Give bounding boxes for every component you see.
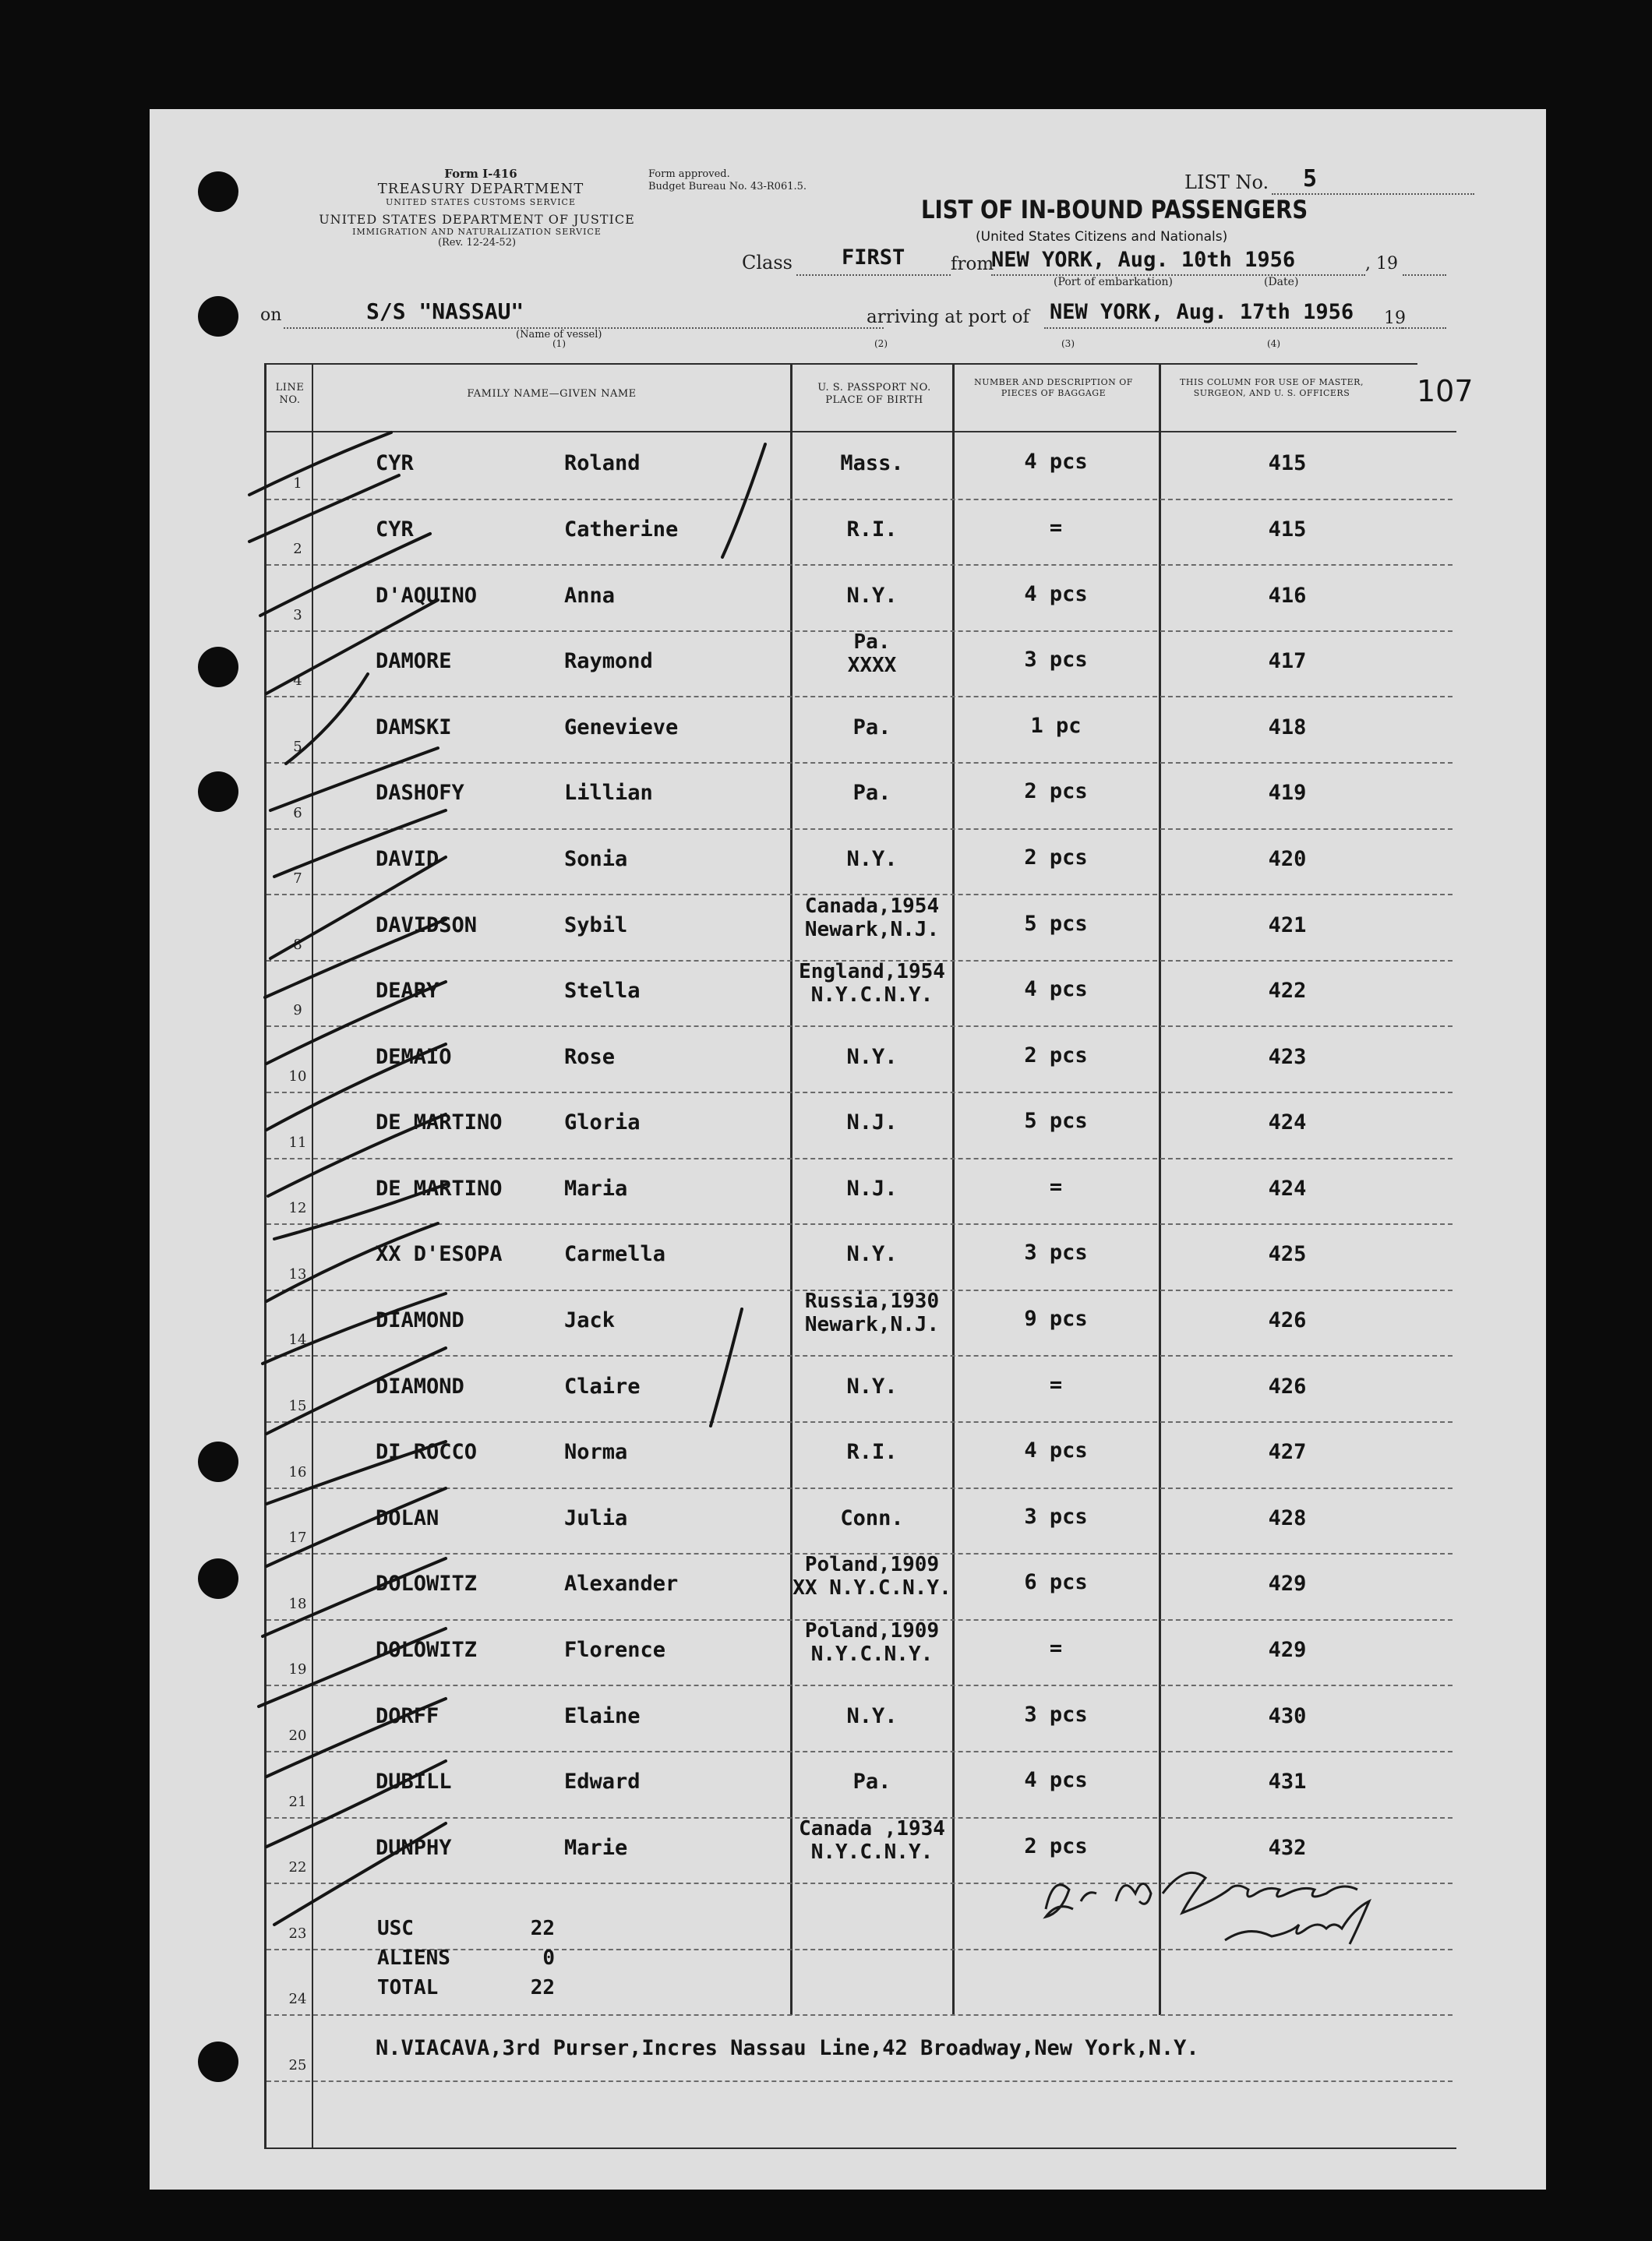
given-name: Florence bbox=[564, 1638, 666, 1662]
punch-hole bbox=[198, 1558, 238, 1599]
given-name: Lillian bbox=[564, 781, 653, 805]
place-of-birth: Poland,1909 bbox=[804, 1553, 940, 1576]
family-name: CYR bbox=[376, 517, 414, 542]
place-of-birth: N.Y. bbox=[846, 584, 898, 608]
class-label: Class bbox=[742, 252, 792, 274]
row-separator bbox=[267, 499, 1453, 500]
family-name: DOLOWITZ bbox=[376, 1638, 478, 1662]
document-page bbox=[150, 109, 1546, 2190]
from-label: from bbox=[951, 254, 994, 274]
caption-1: (1) bbox=[552, 338, 566, 349]
baggage: 4 pcs bbox=[1024, 1438, 1088, 1463]
caption-3: (3) bbox=[1061, 338, 1075, 349]
baggage: 2 pcs bbox=[1024, 779, 1088, 803]
given-name: Maria bbox=[564, 1177, 628, 1201]
header-name: FAMILY NAME—GIVEN NAME bbox=[467, 388, 637, 400]
customs-service: UNITED STATES CUSTOMS SERVICE bbox=[386, 197, 576, 207]
totals-label: USC bbox=[377, 1917, 414, 1940]
page-title: LIST OF IN-BOUND PASSENGERS bbox=[921, 195, 1308, 224]
baggage: 2 pcs bbox=[1024, 1834, 1088, 1858]
family-name: DEARY bbox=[376, 979, 439, 1003]
baggage-divider bbox=[1159, 363, 1161, 2015]
revision: (Rev. 12-24-52) bbox=[437, 237, 517, 249]
place-of-birth: R.I. bbox=[846, 517, 898, 542]
place-of-birth-detail: Newark,N.J. bbox=[804, 918, 940, 941]
officer-number: 432 bbox=[1268, 1836, 1307, 1860]
given-name: Roland bbox=[564, 451, 641, 475]
line-number: 5 bbox=[293, 739, 302, 755]
place-of-birth: Pa. bbox=[852, 715, 891, 739]
family-name: DE MARTINO bbox=[376, 1177, 503, 1201]
officer-number: 424 bbox=[1268, 1110, 1307, 1135]
baggage: 3 pcs bbox=[1024, 648, 1088, 672]
given-name: Genevieve bbox=[564, 715, 679, 739]
family-name: DIAMOND bbox=[376, 1308, 464, 1332]
family-name: DAVID bbox=[376, 847, 439, 871]
place-of-birth: Mass. bbox=[840, 451, 904, 475]
family-name: DAMORE bbox=[376, 649, 452, 673]
baggage: 9 pcs bbox=[1024, 1307, 1088, 1331]
line-number: 15 bbox=[288, 1398, 307, 1414]
family-name: DE MARTINO bbox=[376, 1110, 503, 1135]
row-separator bbox=[267, 1158, 1453, 1159]
family-name: DASHOFY bbox=[376, 781, 464, 805]
header-bottom-border bbox=[264, 431, 1456, 432]
row-separator bbox=[267, 828, 1453, 830]
family-name: DAVIDSON bbox=[376, 913, 478, 937]
on-label: on bbox=[260, 305, 282, 325]
given-name: Catherine bbox=[564, 517, 679, 542]
row-separator bbox=[267, 1883, 1453, 1884]
punch-hole bbox=[198, 2042, 238, 2082]
officer-number: 427 bbox=[1268, 1440, 1307, 1464]
line-number: 24 bbox=[288, 1991, 307, 2007]
baggage: 1 pc bbox=[1030, 714, 1082, 738]
row-separator bbox=[267, 2080, 1453, 2082]
line-number: 7 bbox=[293, 870, 302, 887]
given-name: Sybil bbox=[564, 913, 628, 937]
baggage: 3 pcs bbox=[1024, 1505, 1088, 1529]
place-of-birth-detail: N.Y.C.N.Y. bbox=[810, 983, 934, 1007]
officer-number: 426 bbox=[1268, 1375, 1307, 1399]
officer-number: 416 bbox=[1268, 584, 1307, 608]
given-name: Edward bbox=[564, 1770, 641, 1794]
arriving-label: arriving at port of bbox=[867, 307, 1029, 327]
given-name: Sonia bbox=[564, 847, 628, 871]
given-name: Raymond bbox=[564, 649, 653, 673]
family-name: DAMSKI bbox=[376, 715, 452, 739]
table-bottom-border bbox=[264, 2147, 1456, 2149]
row-separator bbox=[267, 1685, 1453, 1686]
arriving-year-line bbox=[1403, 327, 1446, 329]
officer-number: 415 bbox=[1268, 451, 1307, 475]
justice-department: UNITED STATES DEPARTMENT OF JUSTICE bbox=[319, 212, 635, 227]
family-name: DORFF bbox=[376, 1704, 439, 1728]
line-number: 13 bbox=[288, 1266, 307, 1283]
department: TREASURY DEPARTMENT bbox=[377, 181, 584, 197]
officer-number: 424 bbox=[1268, 1177, 1307, 1201]
place-of-birth: N.Y. bbox=[846, 1045, 898, 1069]
given-name: Elaine bbox=[564, 1704, 641, 1728]
header-baggage: NUMBER AND DESCRIPTION OF PIECES OF BAGGAGE bbox=[974, 377, 1133, 398]
purser-line: N.VIACAVA,3rd Purser,Incres Nassau Line,42 Broadway,New York,N.Y. bbox=[376, 2036, 1199, 2060]
place-of-birth: England,1954 bbox=[799, 960, 945, 983]
given-name: Alexander bbox=[564, 1572, 679, 1596]
row-separator bbox=[267, 1025, 1453, 1027]
baggage: 5 pcs bbox=[1024, 1109, 1088, 1133]
form-header-left bbox=[368, 167, 594, 207]
officer-number: 419 bbox=[1268, 781, 1307, 805]
officer-number: 420 bbox=[1268, 847, 1307, 871]
approval-line-2: Budget Bureau No. 43-R061.5. bbox=[648, 181, 807, 192]
totals-value: 22 bbox=[530, 1976, 555, 1999]
table-top-border bbox=[264, 363, 1417, 365]
officer-number: 429 bbox=[1268, 1572, 1307, 1596]
line-number: 12 bbox=[288, 1200, 307, 1216]
place-of-birth: R.I. bbox=[846, 1440, 898, 1464]
punch-hole bbox=[198, 171, 238, 212]
place-of-birth: Canada,1954 bbox=[804, 895, 940, 918]
baggage: = bbox=[1049, 1373, 1063, 1397]
given-name: Norma bbox=[564, 1440, 628, 1464]
officer-number: 431 bbox=[1268, 1770, 1307, 1794]
place-of-birth: N.Y. bbox=[846, 1242, 898, 1266]
family-name: XX D'ESOPA bbox=[376, 1242, 503, 1266]
caption-2: (2) bbox=[874, 338, 888, 349]
baggage: 4 pcs bbox=[1024, 582, 1088, 606]
row-separator bbox=[267, 762, 1453, 764]
given-name: Jack bbox=[564, 1308, 616, 1332]
vessel-name: S/S "NASSAU" bbox=[366, 298, 524, 324]
officer-number: 430 bbox=[1268, 1704, 1307, 1728]
row-separator bbox=[267, 1751, 1453, 1752]
baggage: 3 pcs bbox=[1024, 1703, 1088, 1727]
officer-number: 422 bbox=[1268, 979, 1307, 1003]
place-of-birth: N.Y. bbox=[846, 1704, 898, 1728]
place-of-birth: Pa. bbox=[852, 781, 891, 805]
place-of-birth: Pa. bbox=[853, 630, 891, 654]
officer-number: 421 bbox=[1268, 913, 1307, 937]
totals-label: TOTAL bbox=[377, 1976, 439, 1999]
family-name: DIAMOND bbox=[376, 1375, 464, 1399]
vessel-caption: (Name of vessel) bbox=[516, 329, 602, 341]
from-value: NEW YORK, Aug. 10th 1956 bbox=[991, 248, 1296, 272]
given-name: Rose bbox=[564, 1045, 616, 1069]
given-name: Stella bbox=[564, 979, 641, 1003]
totals-label: ALIENS bbox=[377, 1946, 450, 1970]
given-name: Carmella bbox=[564, 1242, 666, 1266]
handwritten-marks bbox=[150, 109, 1546, 2190]
line-number: 4 bbox=[293, 672, 302, 689]
form-approval bbox=[648, 168, 807, 193]
line-number: 3 bbox=[293, 607, 302, 623]
line-number: 14 bbox=[288, 1332, 307, 1348]
baggage: = bbox=[1049, 1175, 1063, 1199]
place-of-birth-detail: Newark,N.J. bbox=[804, 1313, 940, 1336]
line-number: 25 bbox=[288, 2057, 307, 2073]
page-subtitle: (United States Citizens and Nationals) bbox=[976, 229, 1228, 245]
class-line bbox=[796, 274, 951, 276]
line-number: 6 bbox=[293, 805, 302, 821]
given-name: Julia bbox=[564, 1506, 628, 1530]
form-number: Form I-416 bbox=[444, 167, 517, 181]
row-separator bbox=[267, 564, 1453, 566]
arriving-line bbox=[1044, 327, 1403, 329]
punch-hole bbox=[198, 296, 238, 337]
officer-number: 418 bbox=[1268, 715, 1307, 739]
totals-value: 22 bbox=[530, 1917, 555, 1940]
place-of-birth: Canada ,1934 bbox=[799, 1817, 945, 1840]
from-year: , 19 bbox=[1365, 254, 1398, 274]
list-no-label: LIST No. bbox=[1184, 171, 1269, 193]
baggage: 2 pcs bbox=[1024, 1043, 1088, 1068]
officer-number: 423 bbox=[1268, 1045, 1307, 1069]
header-passport: U. S. PASSPORT NO. PLACE OF BIRTH bbox=[817, 382, 931, 406]
place-of-birth: Pa. bbox=[852, 1770, 891, 1794]
baggage: 3 pcs bbox=[1024, 1240, 1088, 1265]
check-marks bbox=[249, 432, 765, 1925]
punch-hole bbox=[198, 647, 238, 687]
family-name: CYR bbox=[376, 451, 414, 475]
baggage: 2 pcs bbox=[1024, 845, 1088, 870]
baggage: = bbox=[1049, 1636, 1063, 1660]
punch-hole bbox=[198, 1442, 238, 1482]
line-number: 20 bbox=[288, 1728, 307, 1744]
line-number: 21 bbox=[288, 1794, 307, 1810]
line-number: 17 bbox=[288, 1530, 307, 1546]
class-value: FIRST bbox=[842, 245, 905, 270]
row-separator bbox=[267, 1488, 1453, 1489]
officer-number: 429 bbox=[1268, 1638, 1307, 1662]
baggage: 6 pcs bbox=[1024, 1570, 1088, 1594]
place-of-birth: Russia,1930 bbox=[804, 1290, 940, 1313]
header-officers: THIS COLUMN FOR USE OF MASTER, SURGEON, AND U. S. OFFICERS bbox=[1180, 377, 1364, 398]
place-of-birth: Conn. bbox=[840, 1506, 904, 1530]
given-name: Claire bbox=[564, 1375, 641, 1399]
line-number: 18 bbox=[288, 1596, 307, 1612]
place-of-birth: Poland,1909 bbox=[804, 1619, 940, 1643]
place-of-birth: N.Y. bbox=[846, 847, 898, 871]
place-of-birth-detail: N.Y.C.N.Y. bbox=[810, 1840, 934, 1864]
approval-line-1: Form approved. bbox=[648, 168, 730, 180]
line-number: 19 bbox=[288, 1661, 307, 1678]
year-line bbox=[1403, 274, 1446, 276]
officer-number: 417 bbox=[1268, 649, 1307, 673]
line-number: 8 bbox=[293, 937, 302, 953]
totals-value: 0 bbox=[542, 1946, 555, 1970]
baggage: 4 pcs bbox=[1024, 450, 1088, 474]
family-name: DEMAIO bbox=[376, 1045, 452, 1069]
form-header-justice bbox=[259, 212, 695, 249]
baggage: 4 pcs bbox=[1024, 1768, 1088, 1792]
date-caption: (Date) bbox=[1264, 276, 1299, 288]
row-separator bbox=[267, 1223, 1453, 1225]
place-of-birth-detail: XX N.Y.C.N.Y. bbox=[792, 1576, 951, 1600]
row-separator bbox=[267, 1355, 1453, 1357]
from-line bbox=[991, 274, 1365, 276]
ins-service: IMMIGRATION AND NATURALIZATION SERVICE bbox=[352, 227, 602, 237]
officer-number: 426 bbox=[1268, 1308, 1307, 1332]
family-name: DUBILL bbox=[376, 1770, 452, 1794]
row-separator bbox=[267, 696, 1453, 697]
given-name: Marie bbox=[564, 1836, 628, 1860]
line-number: 16 bbox=[288, 1464, 307, 1480]
family-name: DOLAN bbox=[376, 1506, 439, 1530]
line-number: 22 bbox=[288, 1859, 307, 1876]
given-name: Gloria bbox=[564, 1110, 641, 1135]
arriving-value: NEW YORK, Aug. 17th 1956 bbox=[1050, 300, 1354, 324]
row-separator bbox=[267, 1092, 1453, 1093]
officer-number: 415 bbox=[1268, 517, 1307, 542]
page-number: 107 bbox=[1417, 374, 1474, 408]
baggage: = bbox=[1049, 516, 1063, 540]
caption-4: (4) bbox=[1267, 338, 1280, 349]
list-no-value: 5 bbox=[1303, 165, 1318, 192]
place-of-birth-detail: XXXX bbox=[847, 654, 897, 677]
family-name: DUNPHY bbox=[376, 1836, 452, 1860]
officer-number: 425 bbox=[1268, 1242, 1307, 1266]
arriving-year: 19 bbox=[1384, 309, 1406, 328]
row-separator bbox=[267, 2014, 1453, 2016]
port-caption: (Port of embarkation) bbox=[1054, 276, 1173, 288]
line-number: 23 bbox=[288, 1925, 307, 1942]
line-number: 1 bbox=[293, 475, 302, 492]
given-name: Anna bbox=[564, 584, 616, 608]
family-name: DOLOWITZ bbox=[376, 1572, 478, 1596]
family-name: D'AQUINO bbox=[376, 584, 478, 608]
punch-hole bbox=[198, 771, 238, 812]
header-line-no: LINE NO. bbox=[275, 382, 305, 406]
line-number: 10 bbox=[288, 1068, 307, 1085]
line-number: 11 bbox=[288, 1135, 307, 1151]
baggage: 5 pcs bbox=[1024, 912, 1088, 936]
officer-number: 428 bbox=[1268, 1506, 1307, 1530]
line-number: 2 bbox=[293, 541, 302, 557]
place-of-birth: N.Y. bbox=[846, 1375, 898, 1399]
place-of-birth-detail: N.Y.C.N.Y. bbox=[810, 1643, 934, 1666]
row-separator bbox=[267, 1421, 1453, 1423]
family-name: DI ROCCO bbox=[376, 1440, 478, 1464]
place-of-birth: N.J. bbox=[846, 1177, 898, 1201]
baggage: 4 pcs bbox=[1024, 977, 1088, 1001]
place-of-birth: N.J. bbox=[846, 1110, 898, 1135]
line-number: 9 bbox=[293, 1002, 302, 1018]
